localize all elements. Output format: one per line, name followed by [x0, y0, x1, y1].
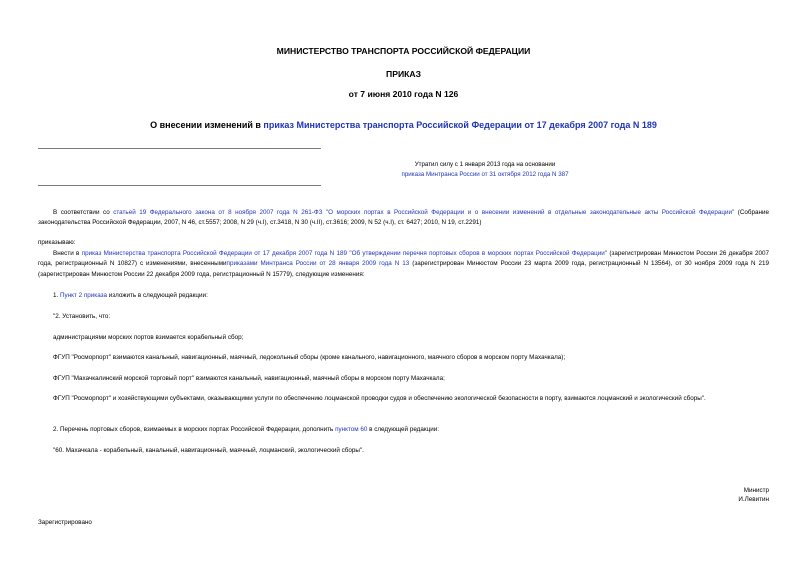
amend-text-3: (зарегистрирован Минюстом России 23 марта 2009 года, регистрационный N 13564), от 30 ноября 2009 года N 219 (зарегистрирован Минюстом России 22 декабря 2009 года, регистрационный N 15779), следующие изменения: [38, 260, 770, 278]
registered-label: Зарегистрировано [38, 519, 92, 526]
item-1-text: изложить в следующей редакции: [107, 292, 208, 299]
quote-establish: "2. Установить, что: [53, 313, 111, 320]
validity-note [260, 160, 710, 180]
ministry-title: МИНИСТЕРСТВО ТРАНСПОРТА РОССИЙСКОЙ ФЕДЕРАЦИИ [276, 46, 531, 56]
item-2-text-2: в следующей редакции: [367, 426, 440, 433]
quote-makhachkala: ФГУП "Махачкалинский морской торговый порт" взимаются канальный, навигационный, маячный сборы в морском порту Махачкала; [53, 375, 445, 382]
validity-note-link[interactable]: приказа Минтранса России от 31 октября 2012 года N 387 [401, 171, 569, 178]
signature-block [738, 486, 769, 504]
doc-subject [0, 120, 807, 130]
preamble-law-link[interactable]: статьей 19 Федерального закона от 8 ноября 2007 года N 261-ФЗ "О морских портах в Российской Федерации и о внесении изменений в отдельные законодательные акты Российской Федерации" [113, 209, 735, 216]
subject-link[interactable]: приказ Министерства транспорта Российской Федерации от 17 декабря 2007 года N 189 [263, 120, 657, 130]
amend-orders-link[interactable]: приказами Минтранса России от 28 января 2009 года N 13 [226, 260, 410, 268]
item-2 [53, 425, 769, 435]
item-2-quote: "60. Махачкала - корабельный, канальный, навигационный, маячный, лоцманский, экологический сборы". [53, 447, 364, 454]
amend-text-1: Внести в [53, 250, 82, 257]
quote-rosmorport: ФГУП "Росморпорт" взимаются канальный, навигационный, маячный, ледокольный сборы (кроме канального, навигационного, маячного сборов в морском порту Махачкала); [53, 354, 566, 361]
item-1-link[interactable]: Пункт 2 приказа [60, 292, 108, 299]
signature-title: Министр [743, 487, 769, 494]
item-2-link[interactable]: пунктом 60 [335, 426, 368, 433]
item-1-number: 1. [53, 292, 61, 299]
quote-admins: администрациями морских портов взимается корабельный сбор; [53, 334, 244, 341]
preamble-paragraph [38, 208, 769, 229]
quote-pilot: ФГУП "Росморпорт" и хозяйствующими субъектами, оказывающими услуги по обеспечению лоцманской проводки судов и обеспечению экологической безопасности в порту, взимаются лоцманский и экологический сборы". [53, 395, 706, 402]
amend-order-link[interactable]: приказ Министерства транспорта Российской Федерации от 17 декабря 2007 года N 189 "Об утверждении перечня портовых сборов в морских портах Российской Федерации" [81, 250, 608, 257]
amend-paragraph [38, 249, 769, 280]
doc-type: ПРИКАЗ [386, 69, 421, 79]
item-1 [53, 291, 769, 301]
divider-top [38, 148, 321, 149]
signature-name: И.Левитин [738, 496, 769, 503]
amend-text-2: (зарегистрирован Минюстом России 26 декабря 2007 года, регистрационный N 10827) с изменениями, внесенными [38, 250, 769, 268]
item-2-text-1: 2. Перечень портовых сборов, взимаемых в морских портах Российской Федерации, дополнить [53, 426, 336, 433]
subject-prefix: О внесении изменений в [150, 120, 264, 130]
divider-bottom [38, 185, 321, 186]
preamble-text-1: В соответствии со [53, 209, 114, 216]
orders-word: приказываю: [38, 239, 76, 246]
validity-note-line1: Утратил силу с 1 января 2013 года на основании [414, 161, 556, 168]
doc-date-number: от 7 июня 2010 года N 126 [348, 89, 459, 99]
preamble-text-2: (Собрание законодательства Российской Федерации, 2007, N 46, ст.5557; 2008, N 29 (ч.I), ст.3418, N 30 (ч.II), ст.3616; 2009, N 52 (ч.I), ст. 6427; 2010, N 19, ст.2291) [38, 209, 769, 227]
